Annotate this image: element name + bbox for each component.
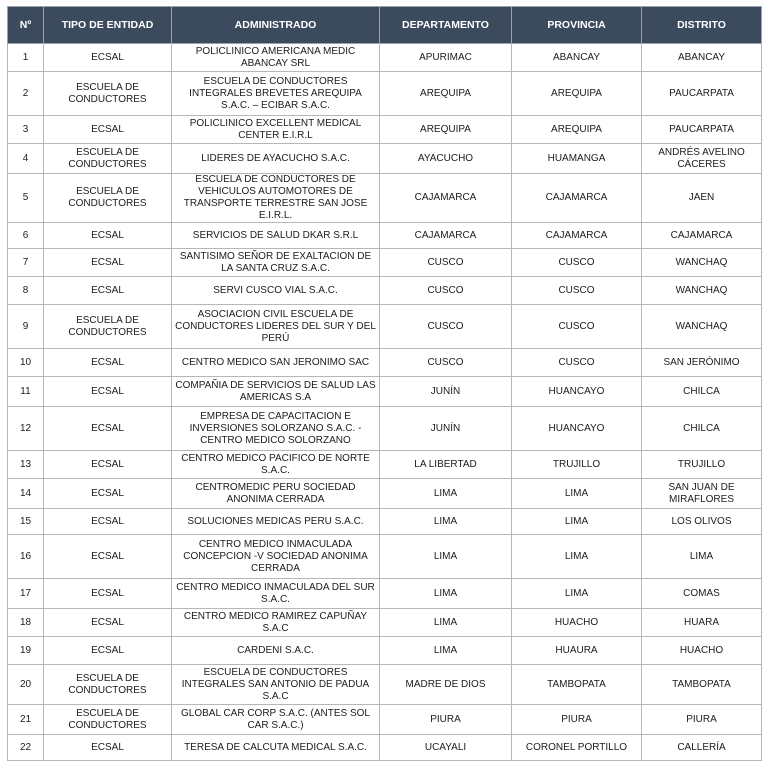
cell-tipo-entidad: ECSAL bbox=[44, 579, 172, 609]
table-row bbox=[8, 479, 762, 509]
cell-distrito: COMAS bbox=[642, 579, 762, 609]
table-row bbox=[8, 509, 762, 535]
cell-departamento: APURIMAC bbox=[380, 44, 512, 72]
cell-departamento: CAJAMARCA bbox=[380, 223, 512, 249]
cell-tipo-entidad: ECSAL bbox=[44, 377, 172, 407]
cell-provincia: LIMA bbox=[512, 535, 642, 579]
entities-table bbox=[7, 6, 762, 761]
cell-tipo-entidad: ESCUELA DE CONDUCTORES bbox=[44, 72, 172, 116]
cell-number: 6 bbox=[8, 223, 44, 249]
cell-distrito: SAN JERÓNIMO bbox=[642, 349, 762, 377]
cell-distrito: LIMA bbox=[642, 535, 762, 579]
cell-number: 19 bbox=[8, 637, 44, 665]
cell-number: 4 bbox=[8, 144, 44, 174]
table-row bbox=[8, 377, 762, 407]
cell-administrado: GLOBAL CAR CORP S.A.C. (ANTES SOL CAR S.A.C.) bbox=[172, 705, 380, 735]
cell-distrito: ABANCAY bbox=[642, 44, 762, 72]
cell-tipo-entidad: ECSAL bbox=[44, 609, 172, 637]
cell-number: 3 bbox=[8, 116, 44, 144]
cell-number: 7 bbox=[8, 249, 44, 277]
cell-tipo-entidad: ESCUELA DE CONDUCTORES bbox=[44, 174, 172, 223]
header-distrito: DISTRITO bbox=[642, 7, 762, 44]
cell-departamento: UCAYALI bbox=[380, 735, 512, 761]
cell-departamento: LIMA bbox=[380, 579, 512, 609]
table-row bbox=[8, 735, 762, 761]
table-row bbox=[8, 451, 762, 479]
cell-departamento: PIURA bbox=[380, 705, 512, 735]
cell-departamento: JUNÍN bbox=[380, 407, 512, 451]
table-row bbox=[8, 535, 762, 579]
header-provincia: PROVINCIA bbox=[512, 7, 642, 44]
cell-provincia: HUAMANGA bbox=[512, 144, 642, 174]
cell-tipo-entidad: ECSAL bbox=[44, 349, 172, 377]
table-row bbox=[8, 72, 762, 116]
cell-number: 14 bbox=[8, 479, 44, 509]
cell-administrado: CENTRO MEDICO INMACULADA DEL SUR S.A.C. bbox=[172, 579, 380, 609]
cell-tipo-entidad: ECSAL bbox=[44, 735, 172, 761]
table-row bbox=[8, 277, 762, 305]
table-row bbox=[8, 305, 762, 349]
cell-administrado: CENTRO MEDICO PACIFICO DE NORTE S.A.C. bbox=[172, 451, 380, 479]
cell-administrado: ASOCIACION CIVIL ESCUELA DE CONDUCTORES LIDERES DEL SUR Y DEL PERÚ bbox=[172, 305, 380, 349]
header-number: Nº bbox=[8, 7, 44, 44]
cell-departamento: MADRE DE DIOS bbox=[380, 665, 512, 705]
cell-administrado: SANTISIMO SEÑOR DE EXALTACION DE LA SANTA CRUZ S.A.C. bbox=[172, 249, 380, 277]
cell-departamento: LIMA bbox=[380, 479, 512, 509]
cell-distrito: PIURA bbox=[642, 705, 762, 735]
table-row bbox=[8, 705, 762, 735]
cell-provincia: CUSCO bbox=[512, 305, 642, 349]
cell-number: 21 bbox=[8, 705, 44, 735]
cell-number: 22 bbox=[8, 735, 44, 761]
cell-provincia: TAMBOPATA bbox=[512, 665, 642, 705]
table-row bbox=[8, 579, 762, 609]
cell-tipo-entidad: ECSAL bbox=[44, 44, 172, 72]
cell-administrado: COMPAÑIA DE SERVICIOS DE SALUD LAS AMERICAS S.A bbox=[172, 377, 380, 407]
cell-tipo-entidad: ECSAL bbox=[44, 407, 172, 451]
table-row bbox=[8, 407, 762, 451]
cell-number: 16 bbox=[8, 535, 44, 579]
cell-administrado: CENTRO MEDICO INMACULADA CONCEPCION -V SOCIEDAD ANONIMA CERRADA bbox=[172, 535, 380, 579]
cell-number: 20 bbox=[8, 665, 44, 705]
cell-provincia: CUSCO bbox=[512, 249, 642, 277]
table-row bbox=[8, 249, 762, 277]
cell-administrado: POLICLINICO EXCELLENT MEDICAL CENTER E.I.R.L bbox=[172, 116, 380, 144]
cell-departamento: LIMA bbox=[380, 509, 512, 535]
table-row bbox=[8, 174, 762, 223]
cell-tipo-entidad: ECSAL bbox=[44, 116, 172, 144]
cell-distrito: PAUCARPATA bbox=[642, 116, 762, 144]
cell-number: 12 bbox=[8, 407, 44, 451]
cell-administrado: ESCUELA DE CONDUCTORES INTEGRALES BREVETES AREQUIPA S.A.C. – ECIBAR S.A.C. bbox=[172, 72, 380, 116]
cell-administrado: TERESA DE CALCUTA MEDICAL S.A.C. bbox=[172, 735, 380, 761]
cell-administrado: SERVICIOS DE SALUD DKAR S.R.L bbox=[172, 223, 380, 249]
cell-administrado: CENTROMEDIC PERU SOCIEDAD ANONIMA CERRADA bbox=[172, 479, 380, 509]
cell-departamento: CUSCO bbox=[380, 277, 512, 305]
cell-distrito: TAMBOPATA bbox=[642, 665, 762, 705]
cell-administrado: LIDERES DE AYACUCHO S.A.C. bbox=[172, 144, 380, 174]
cell-number: 17 bbox=[8, 579, 44, 609]
cell-tipo-entidad: ECSAL bbox=[44, 509, 172, 535]
cell-administrado: SOLUCIONES MEDICAS PERU S.A.C. bbox=[172, 509, 380, 535]
cell-distrito: PAUCARPATA bbox=[642, 72, 762, 116]
cell-administrado: POLICLINICO AMERICANA MEDIC ABANCAY SRL bbox=[172, 44, 380, 72]
cell-number: 13 bbox=[8, 451, 44, 479]
cell-administrado: CENTRO MEDICO RAMIREZ CAPUÑAY S.A.C bbox=[172, 609, 380, 637]
cell-number: 5 bbox=[8, 174, 44, 223]
cell-tipo-entidad: ECSAL bbox=[44, 249, 172, 277]
cell-provincia: AREQUIPA bbox=[512, 116, 642, 144]
cell-distrito: JAEN bbox=[642, 174, 762, 223]
cell-provincia: HUANCAYO bbox=[512, 407, 642, 451]
cell-number: 18 bbox=[8, 609, 44, 637]
cell-tipo-entidad: ESCUELA DE CONDUCTORES bbox=[44, 705, 172, 735]
table-row bbox=[8, 637, 762, 665]
cell-tipo-entidad: ECSAL bbox=[44, 535, 172, 579]
cell-distrito: ANDRÉS AVELINO CÁCERES bbox=[642, 144, 762, 174]
cell-tipo-entidad: ESCUELA DE CONDUCTORES bbox=[44, 144, 172, 174]
cell-number: 15 bbox=[8, 509, 44, 535]
header-departamento: DEPARTAMENTO bbox=[380, 7, 512, 44]
cell-departamento: AREQUIPA bbox=[380, 116, 512, 144]
cell-administrado: SERVI CUSCO VIAL S.A.C. bbox=[172, 277, 380, 305]
cell-departamento: CUSCO bbox=[380, 349, 512, 377]
cell-provincia: HUAURA bbox=[512, 637, 642, 665]
cell-departamento: CUSCO bbox=[380, 249, 512, 277]
cell-provincia: PIURA bbox=[512, 705, 642, 735]
cell-number: 2 bbox=[8, 72, 44, 116]
cell-tipo-entidad: ECSAL bbox=[44, 451, 172, 479]
cell-tipo-entidad: ESCUELA DE CONDUCTORES bbox=[44, 665, 172, 705]
cell-administrado: ESCUELA DE CONDUCTORES DE VEHICULOS AUTOMOTORES DE TRANSPORTE TERRESTRE SAN JOSE E.I.R.L. bbox=[172, 174, 380, 223]
cell-provincia: LIMA bbox=[512, 509, 642, 535]
cell-departamento: LIMA bbox=[380, 535, 512, 579]
cell-provincia: TRUJILLO bbox=[512, 451, 642, 479]
cell-administrado: ESCUELA DE CONDUCTORES INTEGRALES SAN ANTONIO DE PADUA S.A.C bbox=[172, 665, 380, 705]
cell-tipo-entidad: ESCUELA DE CONDUCTORES bbox=[44, 305, 172, 349]
cell-distrito: CHILCA bbox=[642, 377, 762, 407]
cell-provincia: ABANCAY bbox=[512, 44, 642, 72]
cell-departamento: CAJAMARCA bbox=[380, 174, 512, 223]
header-administrado: ADMINISTRADO bbox=[172, 7, 380, 44]
header-tipo-entidad: TIPO DE ENTIDAD bbox=[44, 7, 172, 44]
cell-distrito: LOS OLIVOS bbox=[642, 509, 762, 535]
cell-departamento: LIMA bbox=[380, 609, 512, 637]
cell-number: 8 bbox=[8, 277, 44, 305]
cell-tipo-entidad: ECSAL bbox=[44, 637, 172, 665]
table-row bbox=[8, 349, 762, 377]
cell-provincia: CUSCO bbox=[512, 277, 642, 305]
cell-administrado: CARDENI S.A.C. bbox=[172, 637, 380, 665]
cell-provincia: HUACHO bbox=[512, 609, 642, 637]
cell-provincia: CAJAMARCA bbox=[512, 223, 642, 249]
cell-distrito: CAJAMARCA bbox=[642, 223, 762, 249]
cell-departamento: AREQUIPA bbox=[380, 72, 512, 116]
cell-tipo-entidad: ECSAL bbox=[44, 277, 172, 305]
table-row bbox=[8, 44, 762, 72]
cell-departamento: LA LIBERTAD bbox=[380, 451, 512, 479]
cell-number: 11 bbox=[8, 377, 44, 407]
table-header-row bbox=[8, 7, 762, 44]
cell-number: 1 bbox=[8, 44, 44, 72]
cell-departamento: AYACUCHO bbox=[380, 144, 512, 174]
cell-administrado: CENTRO MEDICO SAN JERONIMO SAC bbox=[172, 349, 380, 377]
cell-provincia: CAJAMARCA bbox=[512, 174, 642, 223]
cell-departamento: JUNÍN bbox=[380, 377, 512, 407]
cell-provincia: CORONEL PORTILLO bbox=[512, 735, 642, 761]
cell-distrito: HUARA bbox=[642, 609, 762, 637]
cell-provincia: LIMA bbox=[512, 479, 642, 509]
cell-distrito: WANCHAQ bbox=[642, 249, 762, 277]
table-row bbox=[8, 223, 762, 249]
cell-tipo-entidad: ECSAL bbox=[44, 223, 172, 249]
cell-administrado: EMPRESA DE CAPACITACION E INVERSIONES SOLORZANO S.A.C. - CENTRO MEDICO SOLORZANO bbox=[172, 407, 380, 451]
cell-number: 10 bbox=[8, 349, 44, 377]
cell-distrito: TRUJILLO bbox=[642, 451, 762, 479]
cell-provincia: LIMA bbox=[512, 579, 642, 609]
cell-distrito: SAN JUAN DE MIRAFLORES bbox=[642, 479, 762, 509]
table-row bbox=[8, 609, 762, 637]
cell-provincia: HUANCAYO bbox=[512, 377, 642, 407]
table-row bbox=[8, 144, 762, 174]
cell-provincia: AREQUIPA bbox=[512, 72, 642, 116]
cell-departamento: LIMA bbox=[380, 637, 512, 665]
table-row bbox=[8, 665, 762, 705]
cell-provincia: CUSCO bbox=[512, 349, 642, 377]
cell-distrito: CALLERÍA bbox=[642, 735, 762, 761]
cell-tipo-entidad: ECSAL bbox=[44, 479, 172, 509]
cell-departamento: CUSCO bbox=[380, 305, 512, 349]
cell-distrito: HUACHO bbox=[642, 637, 762, 665]
table-row bbox=[8, 116, 762, 144]
cell-distrito: CHILCA bbox=[642, 407, 762, 451]
cell-number: 9 bbox=[8, 305, 44, 349]
cell-distrito: WANCHAQ bbox=[642, 277, 762, 305]
cell-distrito: WANCHAQ bbox=[642, 305, 762, 349]
